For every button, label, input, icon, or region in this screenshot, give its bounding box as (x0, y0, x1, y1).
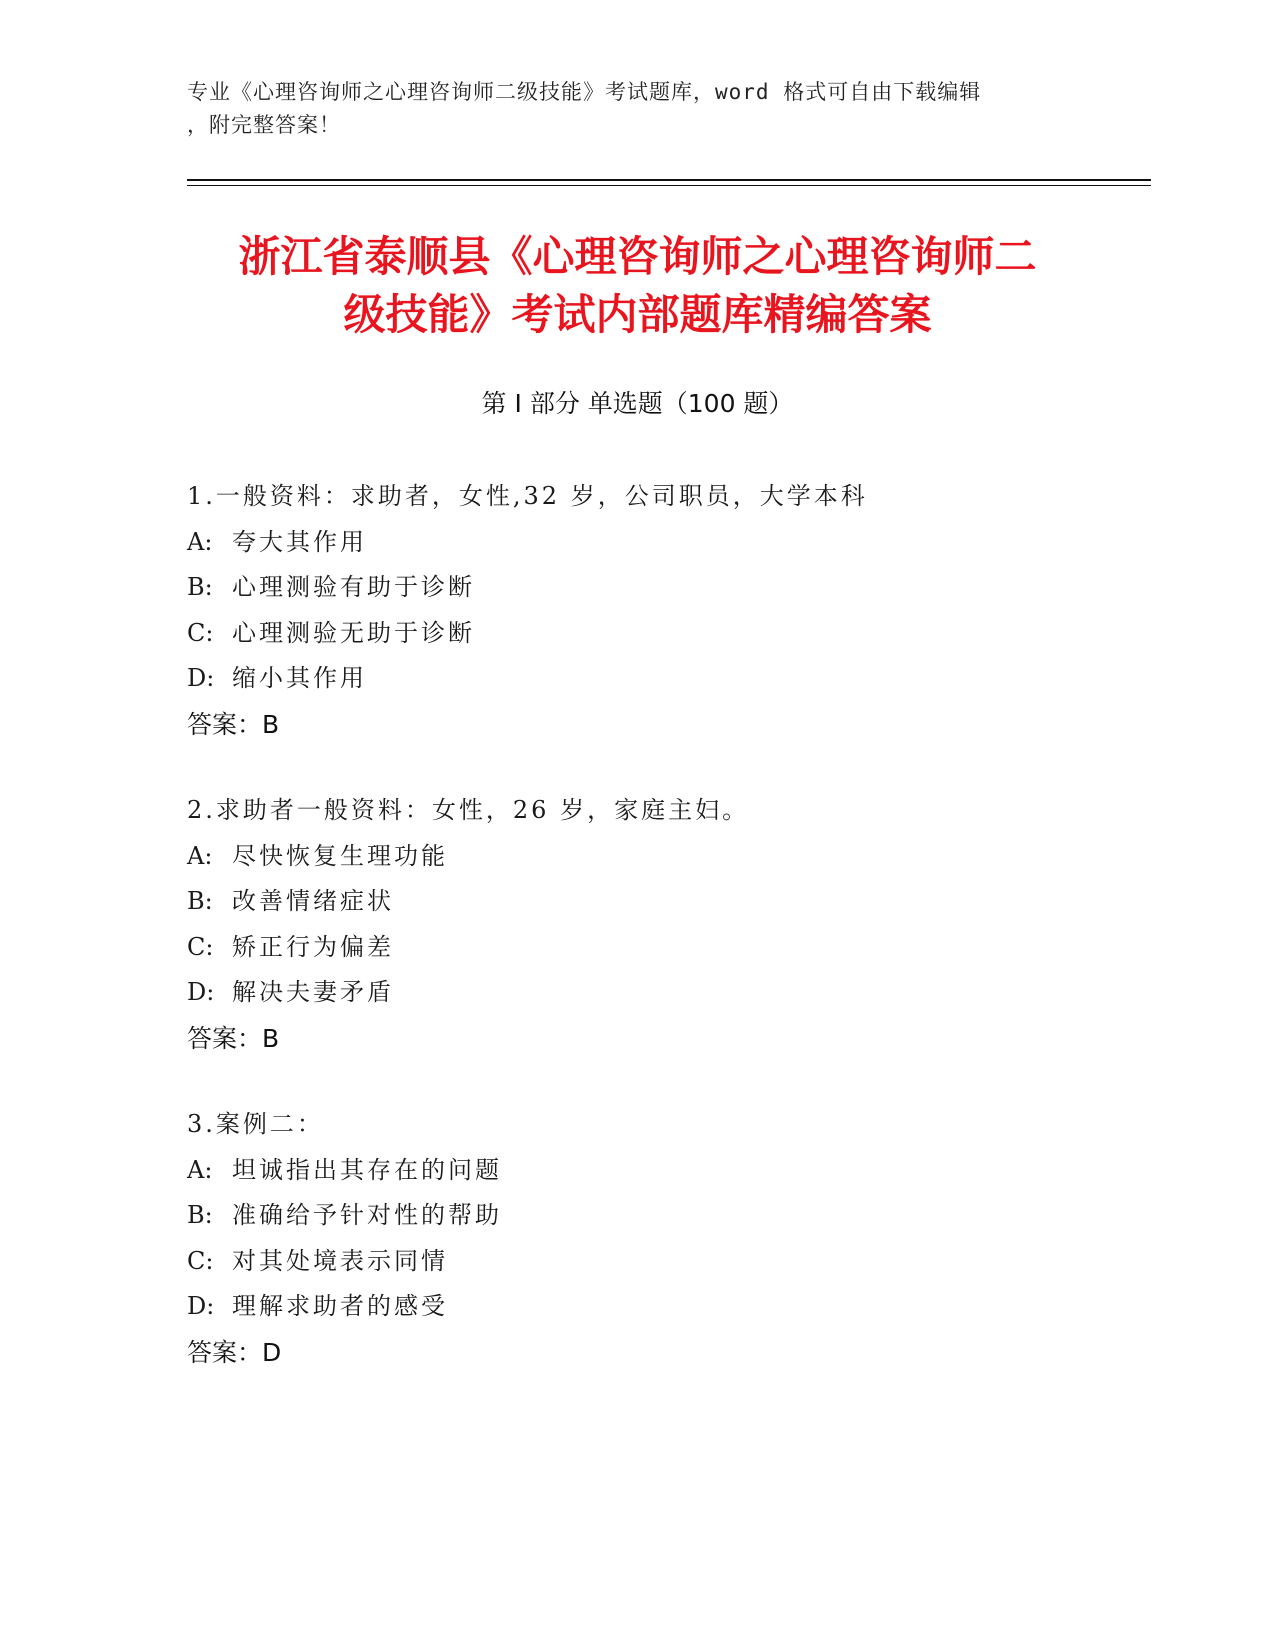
question-list (187, 474, 1127, 1416)
header-divider-thin (187, 185, 1151, 186)
question-item (187, 474, 1127, 747)
answer-line: 答案：D (187, 1337, 282, 1367)
option-text: 理解求助者的感受 (232, 1292, 448, 1320)
option-text: 解决夫妻矛盾 (232, 978, 394, 1006)
option-text: 矫正行为偏差 (232, 932, 394, 961)
option-a (187, 834, 1127, 880)
option-label: C: (187, 618, 214, 647)
question-item (187, 788, 1127, 1061)
option-b (187, 879, 1127, 925)
option-text: 缩小其作用 (232, 664, 367, 692)
option-label: A: (187, 1155, 213, 1184)
option-label: C: (187, 932, 214, 961)
answer-line: 答案：B (187, 1023, 280, 1053)
header-note-line: 专业《心理咨询师之心理咨询师二级技能》考试题库，word 格式可自由下载编辑 (187, 80, 982, 104)
option-text: 夸大其作用 (232, 527, 367, 556)
option-label: D: (187, 664, 215, 692)
question-stem: 2.求助者一般资料：女性，26 岁，家庭主妇。 (187, 796, 750, 824)
option-c (187, 611, 1127, 657)
option-label: A: (187, 527, 213, 556)
option-b (187, 565, 1127, 611)
option-label: A: (187, 841, 213, 870)
option-b (187, 1193, 1127, 1239)
document-title-line: 级技能》考试内部题库精编答案 (343, 290, 932, 339)
option-text: 心理测验无助于诊断 (232, 618, 475, 647)
option-text: 尽快恢复生理功能 (232, 841, 448, 870)
header-note-line: ，附完整答案！ (187, 113, 341, 137)
option-d (187, 656, 1127, 702)
section-title: 第 I 部分 单选题（100 题） (481, 389, 794, 418)
option-c (187, 925, 1127, 971)
option-label: B: (187, 573, 213, 601)
option-label: D: (187, 978, 215, 1006)
option-text: 心理测验有助于诊断 (232, 573, 475, 601)
header-note (187, 76, 1087, 142)
option-label: B: (187, 1201, 213, 1229)
option-label: B: (187, 887, 213, 915)
document-title-line: 浙江省泰顺县《心理咨询师之心理咨询师二 (238, 232, 1037, 281)
question-stem: 1.一般资料：求助者，女性,32 岁，公司职员，大学本科 (187, 482, 868, 510)
header-divider (187, 179, 1151, 181)
option-a (187, 1148, 1127, 1194)
document-title (150, 228, 1125, 344)
option-label: D: (187, 1292, 215, 1320)
option-a (187, 520, 1127, 566)
option-d (187, 1284, 1127, 1330)
option-text: 准确给予针对性的帮助 (232, 1201, 502, 1229)
answer-line: 答案：B (187, 709, 280, 739)
option-text: 坦诚指出其存在的问题 (232, 1155, 502, 1184)
option-text: 改善情绪症状 (232, 887, 394, 915)
option-d (187, 970, 1127, 1016)
option-text: 对其处境表示同情 (232, 1246, 448, 1275)
question-stem: 3.案例二： (187, 1110, 324, 1138)
question-item (187, 1102, 1127, 1375)
option-label: C: (187, 1246, 214, 1275)
option-c (187, 1239, 1127, 1285)
